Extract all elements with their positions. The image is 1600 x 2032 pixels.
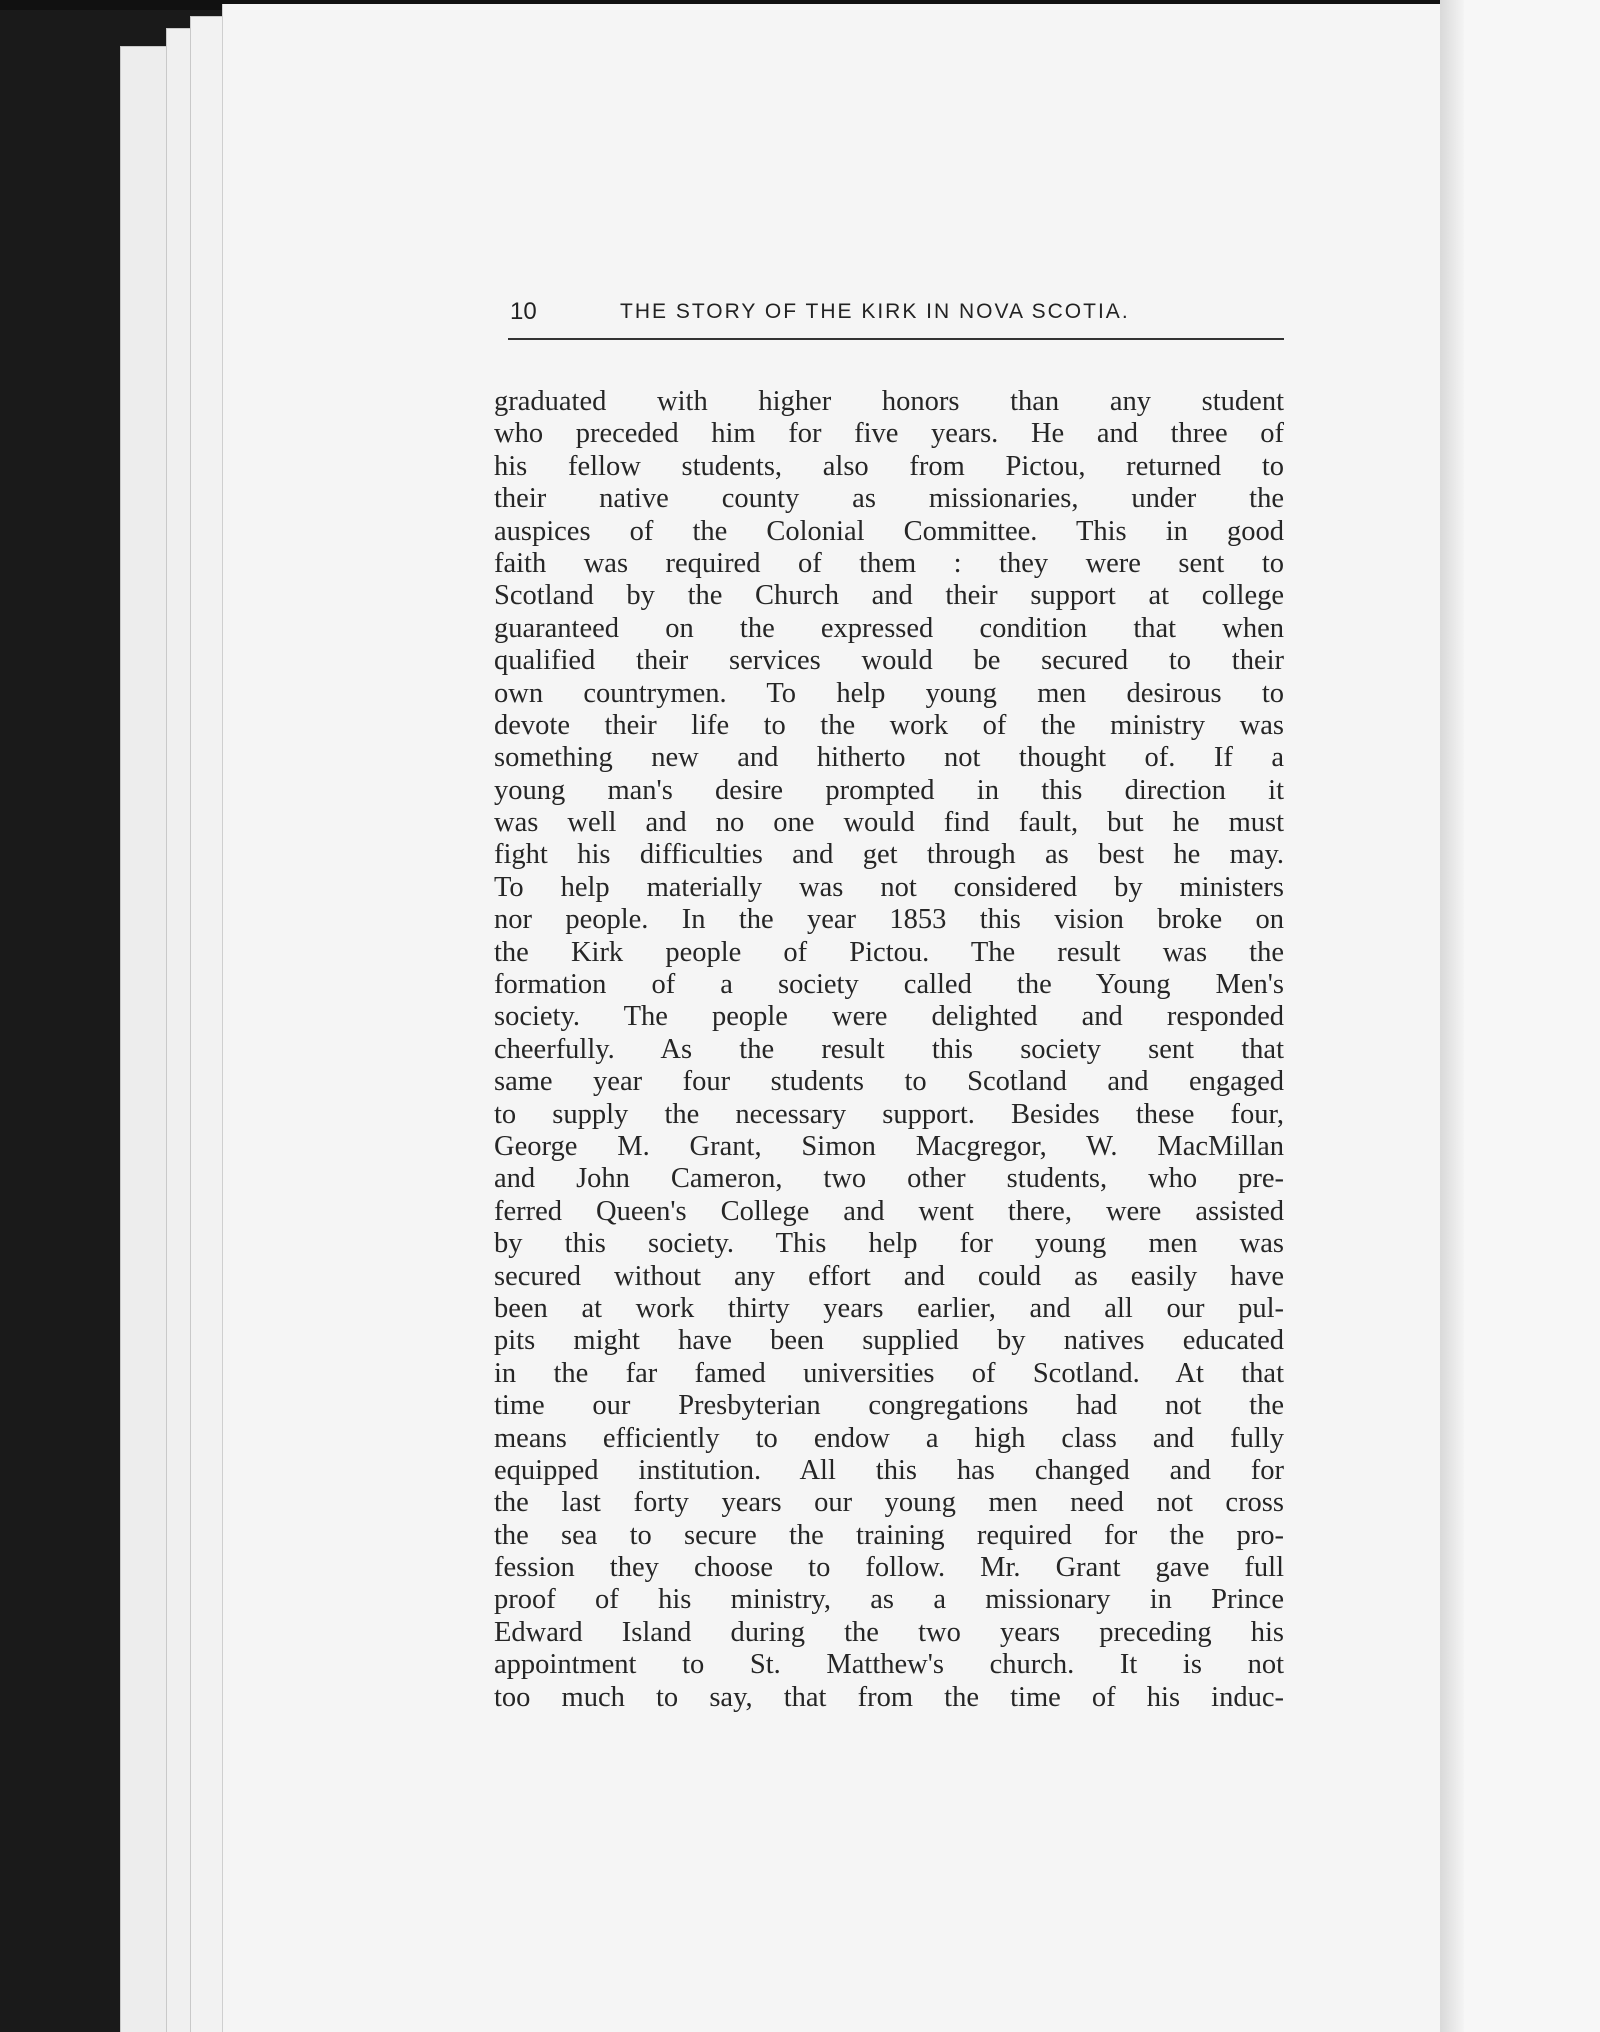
text-line: pits might have been supplied by natives educated: [494, 1325, 1284, 1357]
text-line: in the far famed universities of Scotland. At that: [494, 1357, 1284, 1389]
text-line: qualified their services would be secured to their: [494, 645, 1284, 677]
text-line: proof of his ministry, as a missionary in Prince: [494, 1584, 1284, 1616]
text-line: ferred Queen's College and went there, were assisted: [494, 1195, 1284, 1227]
text-line: devote their life to the work of the ministry was: [494, 709, 1284, 741]
scan-margin: [1464, 0, 1600, 2032]
text-line: own countrymen. To help young men desirous to: [494, 677, 1284, 709]
text-line: graduated with higher honors than any student: [494, 386, 1284, 417]
text-line: fight his difficulties and get through as best he may.: [494, 839, 1284, 871]
text-line: and John Cameron, two other students, who pre-: [494, 1163, 1284, 1195]
text-line: Scotland by the Church and their support at college: [494, 580, 1284, 612]
text-line: appointment to St. Matthew's church. It is not: [494, 1649, 1284, 1681]
text-line: secured without any effort and could as easily have: [494, 1260, 1284, 1292]
gutter-shadow: [1440, 0, 1464, 2032]
text-line: formation of a society called the Young Men's: [494, 969, 1284, 1001]
text-line: guaranteed on the expressed condition that when: [494, 612, 1284, 644]
text-line: nor people. In the year 1853 this vision broke on: [494, 904, 1284, 936]
text-line: their native county as missionaries, under the: [494, 483, 1284, 515]
text-line: the Kirk people of Pictou. The result was the: [494, 936, 1284, 968]
text-line: To help materially was not considered by ministers: [494, 871, 1284, 903]
text-line: auspices of the Colonial Committee. This in good: [494, 515, 1284, 547]
text-line: to supply the necessary support. Besides these four,: [494, 1098, 1284, 1130]
body-text: [494, 386, 1284, 1714]
text-line: cheerfully. As the result this society sent that: [494, 1033, 1284, 1065]
text-line: his fellow students, also from Pictou, returned to: [494, 450, 1284, 482]
text-line: young man's desire prompted in this direction it: [494, 774, 1284, 806]
running-head: THE STORY OF THE KIRK IN NOVA SCOTIA.: [620, 300, 1130, 323]
text-line: equipped institution. All this has changed and for: [494, 1454, 1284, 1486]
page-number: 10: [510, 298, 537, 325]
text-line: faith was required of them : they were sent to: [494, 547, 1284, 579]
text-line: the sea to secure the training required for the pro-: [494, 1519, 1284, 1551]
text-line: who preceded him for five years. He and three of: [494, 418, 1284, 450]
text-line: was well and no one would find fault, but he must: [494, 807, 1284, 839]
text-line: too much to say, that from the time of his induc-: [494, 1681, 1284, 1713]
text-line: Edward Island during the two years preceding his: [494, 1616, 1284, 1648]
text-line: George M. Grant, Simon Macgregor, W. MacMillan: [494, 1130, 1284, 1162]
text-line: fession they choose to follow. Mr. Grant gave full: [494, 1552, 1284, 1584]
page-header: [508, 298, 1284, 340]
text-line: been at work thirty years earlier, and all our pul-: [494, 1292, 1284, 1324]
text-line: something new and hitherto not thought of. If a: [494, 742, 1284, 774]
text-line: time our Presbyterian congregations had not the: [494, 1390, 1284, 1422]
text-line: by this society. This help for young men was: [494, 1228, 1284, 1260]
text-line: means efficiently to endow a high class and fully: [494, 1422, 1284, 1454]
text-line: the last forty years our young men need not cross: [494, 1487, 1284, 1519]
text-line: society. The people were delighted and responded: [494, 1001, 1284, 1033]
text-line: same year four students to Scotland and engaged: [494, 1066, 1284, 1098]
